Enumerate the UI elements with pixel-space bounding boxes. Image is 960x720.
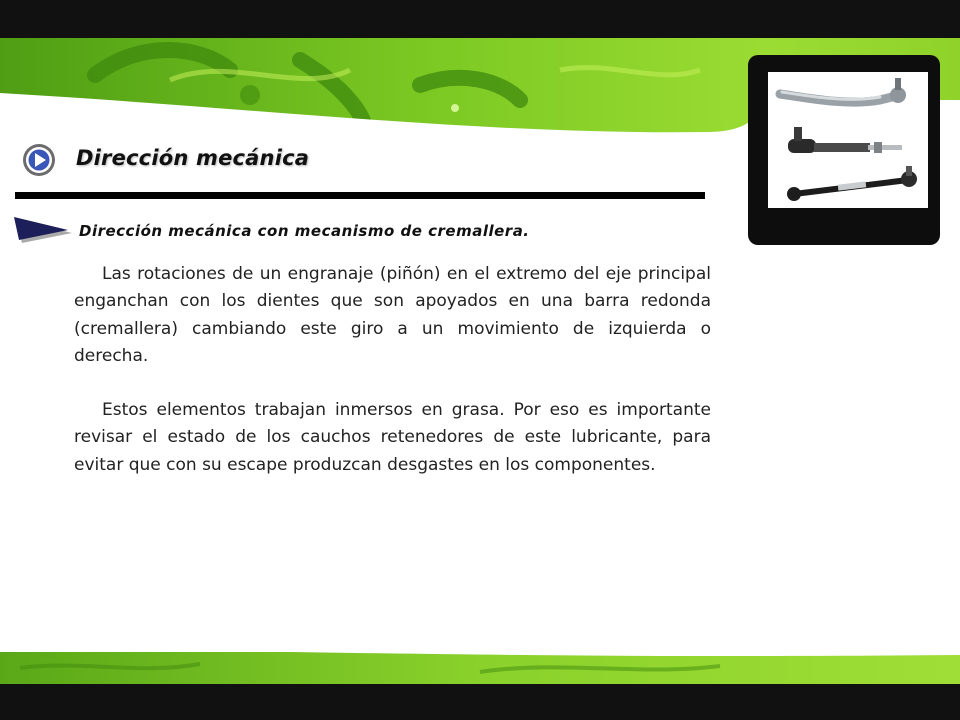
pointer-wedge-icon <box>14 215 72 245</box>
tie-rod-ends-photo <box>768 72 928 208</box>
tie-rod-middle <box>788 127 902 153</box>
subtitle: Dirección mecánica con mecanismo de cremallera. <box>79 222 530 240</box>
tie-rod-upper <box>780 78 906 103</box>
tie-rod-lower <box>787 166 917 201</box>
page-title: Dirección mecánica <box>76 146 310 170</box>
play-arrow-icon <box>22 143 56 177</box>
body-paragraph: Estos elementos trabajan inmersos en grasa. Por eso es importante revisar el estado de los cauchos retenedores de este lubricante, para evitar que con su escape produzcan desgastes en los componentes. <box>74 400 711 475</box>
title-divider <box>15 192 705 199</box>
body-text <box>74 261 711 479</box>
body-paragraph: Las rotaciones de un engranaje (piñón) en el extremo del eje principal enganchan con los dientes que son apoyados en una barra redonda (cremallera) cambiando este giro a un movimiento de izquierda o derecha. <box>74 264 711 366</box>
